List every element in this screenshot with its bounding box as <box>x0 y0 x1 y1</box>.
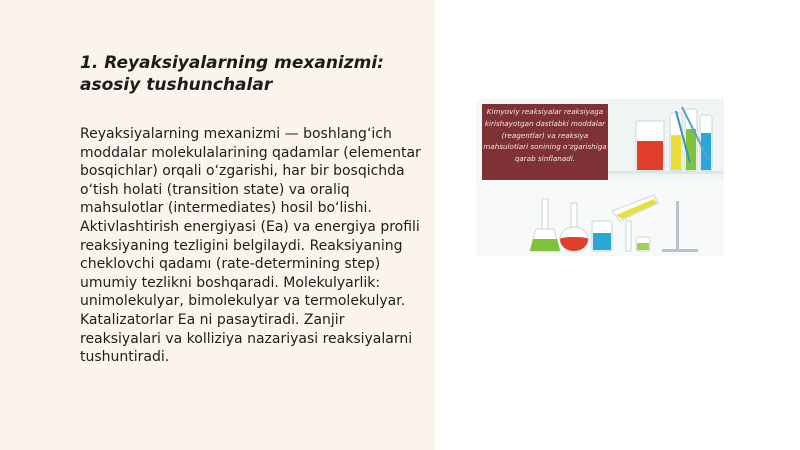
slide-title: 1. Reyaksiyalarning mexanizmi: asosiy tushunchalar <box>80 53 384 95</box>
slide-body-text: Reyaksiyalarning mexanizmi — boshlang‘ich moddalar molekulalarining qadamlar (elementar bosqichlar) orqali o‘zgarishi, har bir bosqichda o‘tish holati (transition state) va oraliq mahsulotlar (intermediates) hosil bo‘lishi. Aktivlashtirish energiyasi (Ea) va energiya profili reaksiyaning tezligini belgilaydi. Reaksiyaning cheklovchi qadamı (rate-determining step) umumiy tezlikni boshqaradi. Molekulyarlik: unimolekulyar, bimolekulyar va termolekulyar. Katalizatorlar Ea ni pasaytiradi. Zanjir reaksiyalari va kolliziya nazariyasi reaksiyalarni tushuntiradi. <box>80 126 421 366</box>
chemistry-lab-photo <box>476 99 724 256</box>
photo-caption: Kimyoviy reaksiyalar reaksiyaga kirishayotgan dastlabki moddalar (reagentlar) va reaksiya mahsulotlari sonining o‘zgarishiga qarab sinflanadi. <box>482 104 608 180</box>
